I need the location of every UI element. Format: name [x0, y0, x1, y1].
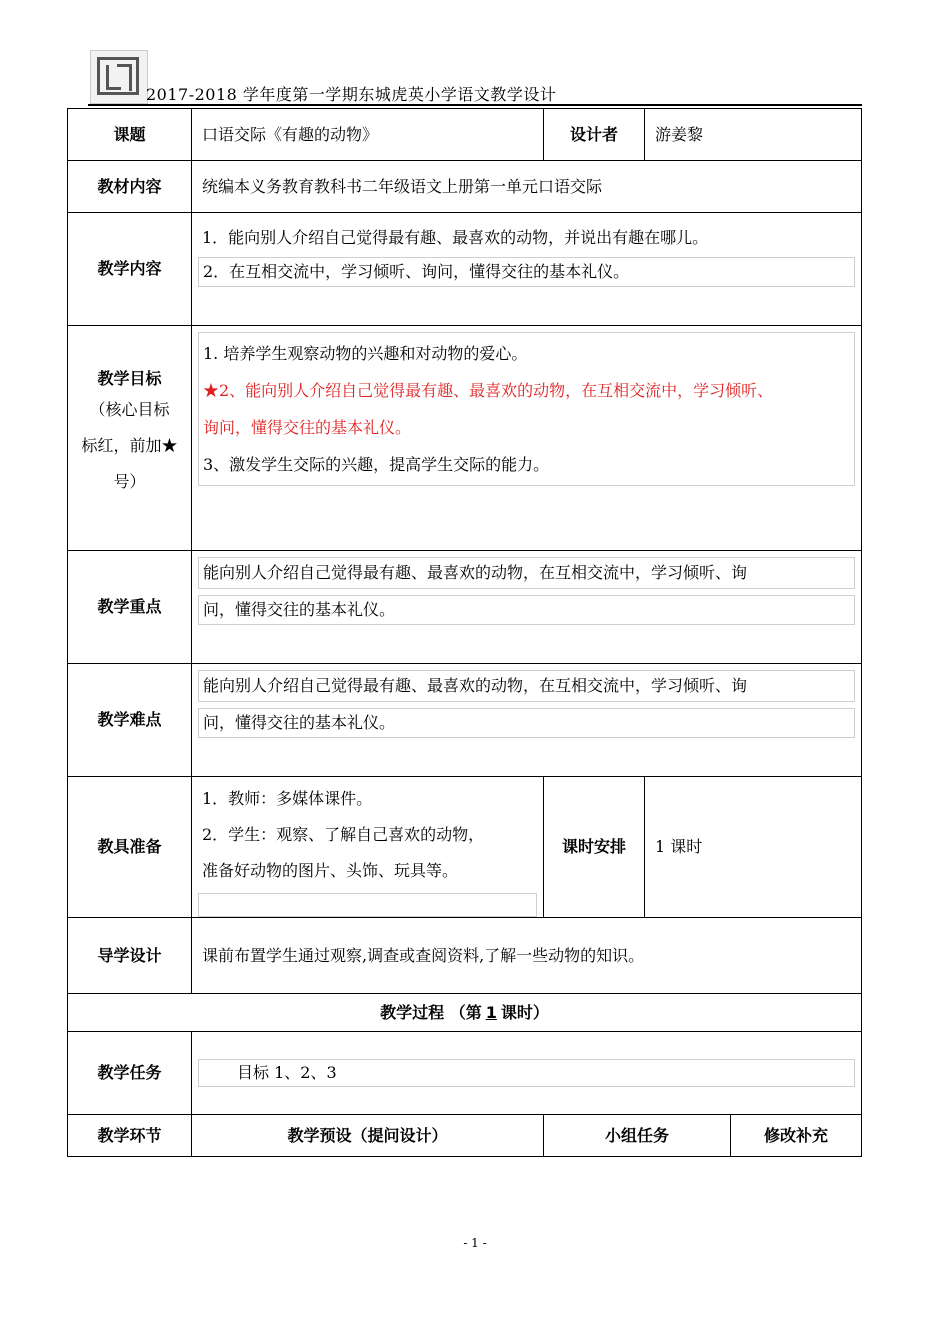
process-prefix: 教学过程 （第	[380, 1002, 482, 1022]
difficulty-line-2: 问，懂得交往的基本礼仪。	[198, 708, 855, 738]
seal-icon	[97, 57, 139, 95]
row-topic	[68, 109, 862, 161]
school-logo	[90, 50, 148, 104]
row-content	[68, 213, 862, 326]
col-revision: 修改补充	[731, 1115, 862, 1157]
schedule-value: 1 课时	[645, 777, 862, 918]
process-title	[68, 994, 862, 1032]
page-number: - 1 -	[463, 1236, 487, 1250]
goal-item-2-line-2: 询问，懂得交往的基本礼仪。	[203, 418, 412, 437]
goals-note-1: （核心目标	[89, 400, 170, 419]
tools-empty-box	[198, 893, 537, 917]
key-line-1: 能向别人介绍自己觉得最有趣、最喜欢的动物，在互相交流中，学习倾听、询	[198, 557, 855, 589]
content-item-1: 1．能向别人介绍自己觉得最有趣、最喜欢的动物，并说出有趣在哪儿。	[202, 228, 709, 247]
process-suffix: 课时）	[500, 1002, 549, 1022]
tools-line-2: 2．学生：观察、了解自己喜欢的动物，	[202, 825, 485, 844]
tools-label: 教具准备	[68, 777, 192, 918]
row-key	[68, 551, 862, 664]
row-goals	[68, 326, 862, 551]
schedule-label: 课时安排	[544, 777, 645, 918]
row-process-header	[68, 994, 862, 1032]
difficulty-label: 教学难点	[68, 664, 192, 777]
task-value: 目标 1、2、3	[198, 1059, 855, 1087]
content-label: 教学内容	[68, 213, 192, 326]
guide-label: 导学设计	[68, 918, 192, 994]
process-lesson-number: 1	[485, 1002, 497, 1022]
tools-line-3: 准备好动物的图片、头饰、玩具等。	[202, 861, 459, 880]
tools-line-1: 1．教师：多媒体课件。	[202, 789, 373, 808]
material-label: 教材内容	[68, 161, 192, 213]
row-columns	[68, 1115, 862, 1157]
key-line-2: 问，懂得交往的基本礼仪。	[198, 595, 855, 625]
goal-item-1: 1. 培养学生观察动物的兴趣和对动物的爱心。	[203, 344, 528, 363]
content-item-2: 2．在互相交流中，学习倾听、询问，懂得交往的基本礼仪。	[198, 257, 855, 287]
col-design: 教学预设（提问设计）	[192, 1115, 544, 1157]
designer-value: 游姜黎	[645, 109, 862, 161]
header-rule	[88, 104, 862, 106]
topic-value: 口语交际《有趣的动物》	[192, 109, 544, 161]
row-task	[68, 1032, 862, 1115]
designer-label: 设计者	[544, 109, 645, 161]
difficulty-line-1: 能向别人介绍自己觉得最有趣、最喜欢的动物，在互相交流中，学习倾听、询	[198, 670, 855, 702]
goal-item-2-line-1: ★2、能向别人介绍自己觉得最有趣、最喜欢的动物，在互相交流中，学习倾听、	[203, 381, 774, 400]
col-group-task: 小组任务	[544, 1115, 731, 1157]
goal-item-3: 3、激发学生交际的兴趣，提高学生交际的能力。	[203, 455, 550, 474]
material-value: 统编本义务教育教科书二年级语文上册第一单元口语交际	[192, 161, 862, 213]
page-header-title: 2017-2018 学年度第一学期东城虎英小学语文教学设计	[146, 85, 557, 104]
col-stage: 教学环节	[68, 1115, 192, 1157]
guide-value: 课前布置学生通过观察,调查或查阅资料,了解一些动物的知识。	[192, 918, 862, 994]
row-material	[68, 161, 862, 213]
key-label: 教学重点	[68, 551, 192, 664]
goals-note-3: 号）	[113, 472, 146, 491]
row-difficulty	[68, 664, 862, 777]
lesson-plan-table	[67, 108, 862, 1157]
row-tools	[68, 777, 862, 918]
goals-label: 教学目标	[97, 369, 162, 388]
goals-note-2: 标红，前加★	[81, 436, 178, 455]
topic-label: 课题	[68, 109, 192, 161]
row-guide	[68, 918, 862, 994]
task-label: 教学任务	[68, 1032, 192, 1115]
